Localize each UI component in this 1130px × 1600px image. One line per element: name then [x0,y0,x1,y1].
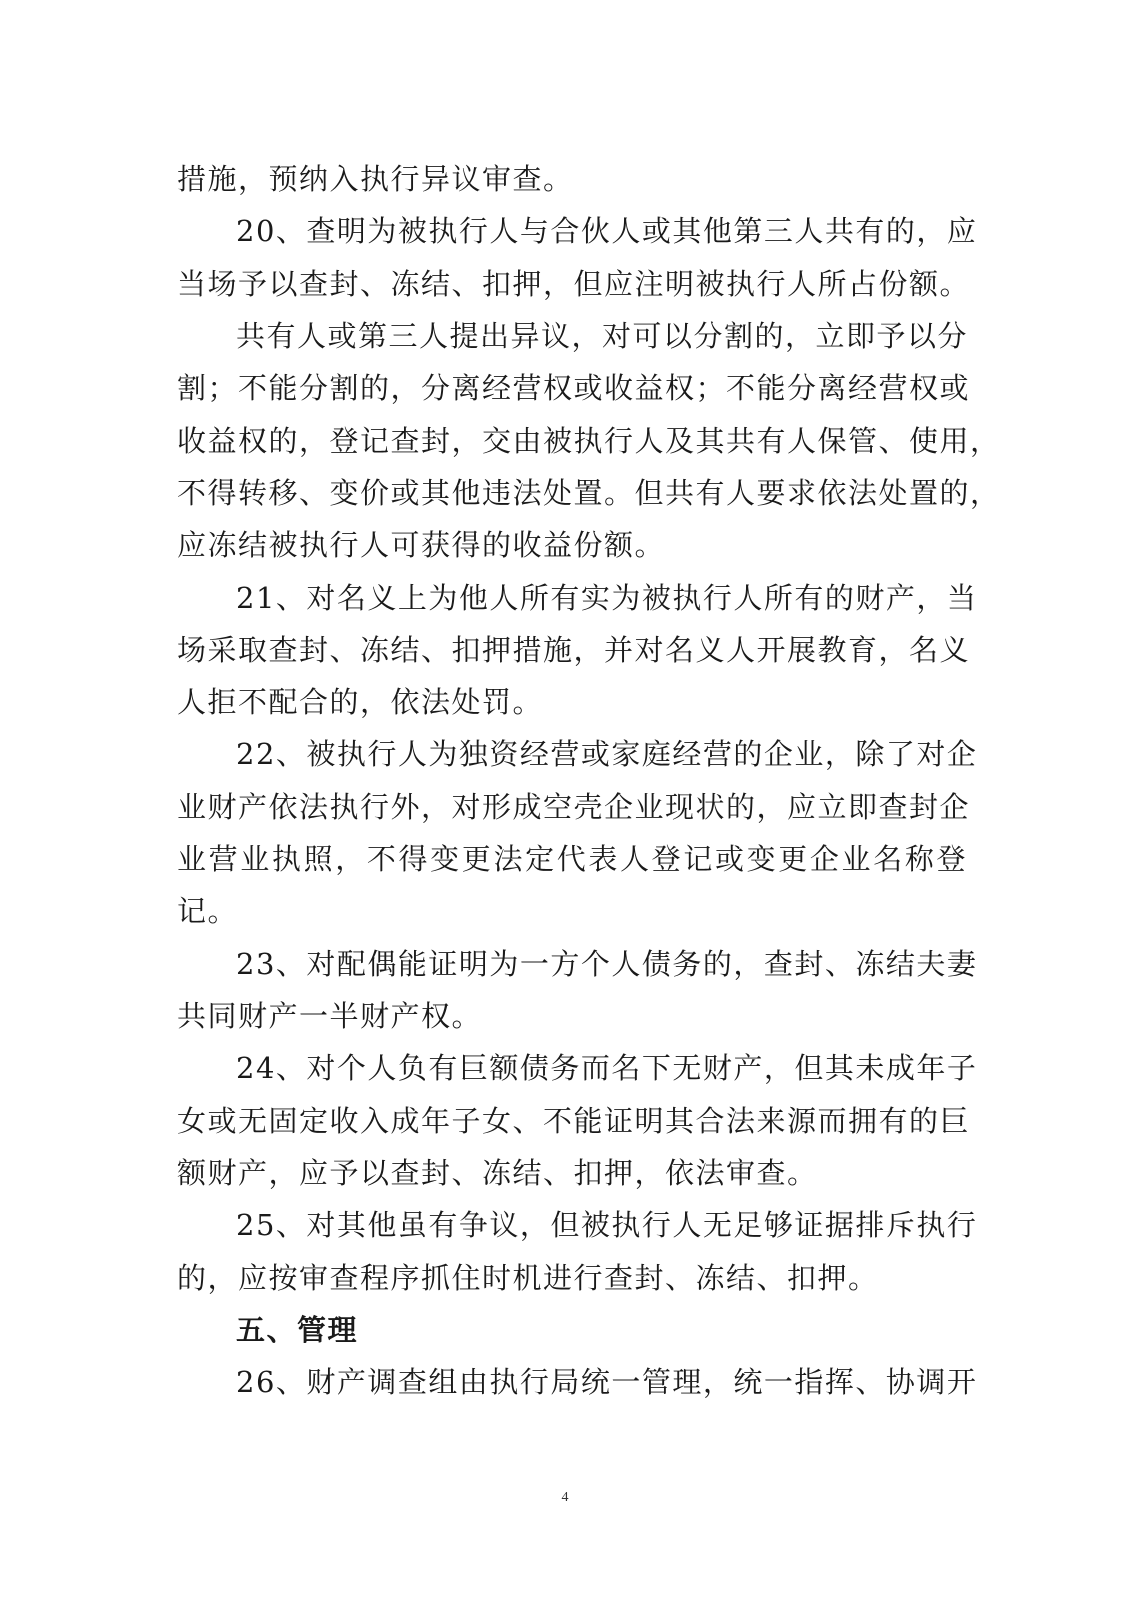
paragraph-line: 当场予以查封、冻结、扣押，但应注明被执行人所占份额。 [177,267,971,301]
paragraph-line: 措施，预纳入执行异议审查。 [177,162,574,196]
paragraph-line: 人拒不配合的，依法处罚。 [177,685,544,719]
paragraph-line: 22、被执行人为独资经营或家庭经营的企业，除了对企 [236,737,978,771]
section-heading: 五、管理 [236,1313,359,1347]
paragraph-line: 场采取查封、冻结、扣押措施，并对名义人开展教育，名义 [177,633,971,667]
page-number: 4 [561,1490,569,1505]
paragraph-line: 25、对其他虽有争议，但被执行人无足够证据排斥执行 [236,1208,978,1242]
paragraph-line: 20、查明为被执行人与合伙人或其他第三人共有的，应 [236,214,978,248]
paragraph-line: 记。 [177,894,239,928]
paragraph-line: 共有人或第三人提出异议，对可以分割的，立即予以分 [236,319,969,353]
paragraph-line: 应冻结被执行人可获得的收益份额。 [177,528,666,562]
paragraph-line: 26、财产调查组由执行局统一管理，统一指挥、协调开 [236,1365,978,1399]
paragraph-line: 24、对个人负有巨额债务而名下无财产，但其未成年子 [236,1051,978,1085]
paragraph-line: 不得转移、变价或其他违法处置。但共有人要求依法处置的， [177,476,1001,510]
paragraph-line: 割；不能分割的，分离经营权或收益权；不能分离经营权或 [177,371,971,405]
paragraph-line: 21、对名义上为他人所有实为被执行人所有的财产，当 [236,581,978,615]
paragraph-line: 业财产依法执行外，对形成空壳企业现状的，应立即查封企 [177,790,971,824]
paragraph-line: 的，应按审查程序抓住时机进行查封、冻结、扣押。 [177,1261,879,1295]
paragraph-line: 业营业执照，不得变更法定代表人登记或变更企业名称登 [177,842,967,876]
paragraph-line: 女或无固定收入成年子女、不能证明其合法来源而拥有的巨 [177,1104,971,1138]
paragraph-line: 额财产，应予以查封、冻结、扣押，依法审查。 [177,1156,818,1190]
paragraph-line: 共同财产一半财产权。 [177,999,483,1033]
paragraph-line: 23、对配偶能证明为一方个人债务的，查封、冻结夫妻 [236,947,978,981]
paragraph-line: 收益权的，登记查封，交由被执行人及其共有人保管、使用， [177,424,1001,458]
